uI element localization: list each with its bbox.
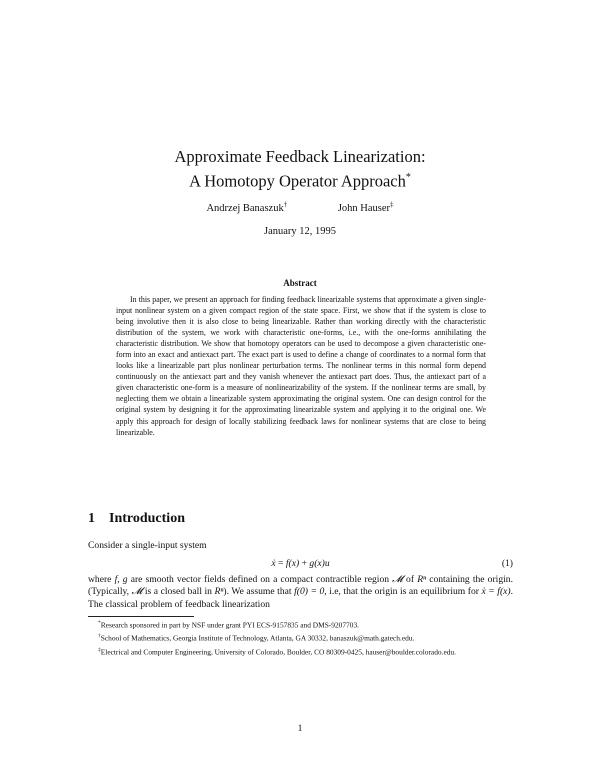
abstract-heading: Abstract (283, 278, 317, 288)
author-name-1: Andrzej Banaszuk (206, 202, 284, 214)
p2-seg-8: , i.e, that the origin is an equilibrium for (324, 586, 482, 598)
author-banaszuk (206, 200, 288, 214)
footnote-2-mark: † (98, 633, 101, 640)
eq-equals: = (278, 558, 284, 569)
footnote-1-text: Research sponsored in part by NSF under grant PYI ECS-9157835 and DMS-9207703. (100, 620, 359, 630)
intro-paragraph-1: Consider a single-input system (88, 540, 207, 551)
author-mark-2: ‡ (390, 200, 394, 208)
p2-eqn: ẋ = f(x) (481, 586, 511, 598)
p2-seg-7: ). We assume that (223, 586, 295, 598)
author-list (0, 200, 600, 214)
eq-g-term: g(x)u (309, 558, 330, 569)
footnote-3 (88, 645, 513, 658)
section-number: 1 (88, 511, 95, 526)
p2-seg-4: of (402, 574, 418, 585)
p2-rn-2: Rⁿ (214, 586, 224, 598)
footnote-2-text: School of Mathematics, Georgia Institute of Technology, Atlanta, GA 30332, banaszuk@math.gatech.edu. (100, 633, 415, 643)
eq-f-term: f(x) (285, 558, 300, 569)
p2-region-m-2: 𝓜 (131, 586, 143, 598)
equation-number: (1) (501, 558, 513, 569)
p2-region-m: 𝓜 (392, 574, 403, 585)
eq-lhs: ẋ (271, 558, 276, 569)
author-name-2: John Hauser (337, 202, 391, 214)
footnote-3-mark: ‡ (98, 646, 101, 653)
eq-plus: + (301, 558, 307, 569)
abstract-text: In this paper, we present an approach for finding feedback linearizable systems that approximate a given single-input nonlinear system on a given compact region of the state space. First, we show that if the system is close to being involutive then it is also close to being linearizable. Rather than working directly with the characteristic distribution of the system, we work with characteristic one-forms, i.e., with the one-forms annihilating the characteristic distribution. We show that homotopy operators can be used to decompose a given characteristic one-form into an exact and antiexact part. The exact part is used to define a change of coordinates to a normal form that looks like a linearizable part plus nonlinear perturbation terms. The nonlinear terms in this normal form depend continuously on the antiexact part and they vanish whenever the antiexact part does. Thus, the antiexact part of a given characteristic one-form is a measure of nonlinearizability of the system. If the nonlinear terms are small, by neglecting them we obtain a linearizable system approximating the original system. One can design control for the original system by designing it for the approximating linearizable system and applying it to the original one. We apply this approach for design of locally stabilizing feedback laws for nonlinear systems that are close to being linearizable. (116, 295, 486, 437)
section-title-text: Introduction (109, 511, 185, 526)
p2-seg-3: are smooth vector fields defined on a compact contractible region (127, 574, 393, 585)
footnotes (88, 618, 513, 658)
footnote-1-mark: * (98, 620, 101, 626)
footnote-3-text: Electrical and Computer Engineering, University of Colorado, Boulder, CO 80309-0425, hauser@boulder.colorado.edu. (100, 647, 456, 656)
p2-g: g (122, 574, 128, 585)
p2-f0: f(0) = 0 (294, 586, 325, 598)
footnote-divider (88, 616, 194, 617)
p2-f: f (114, 574, 118, 585)
p2-seg-1: where (88, 574, 115, 585)
author-mark-1: † (283, 200, 288, 208)
p2-seg-2: , (117, 574, 123, 585)
paper-date: January 12, 1995 (263, 226, 337, 237)
paper-title (0, 146, 600, 192)
title-line-1: Approximate Feedback Linearization: (174, 147, 426, 166)
intro-paragraph-2 (88, 574, 513, 611)
p2-seg-9: . The classical problem of feedback linearization (88, 586, 514, 610)
p2-rn: Rⁿ (417, 574, 427, 585)
title-line-2 (0, 167, 600, 192)
equation-expression (88, 558, 513, 569)
author-hauser (337, 200, 394, 214)
p2-seg-6: is a closed ball in (142, 586, 215, 598)
page-number: 1 (297, 723, 303, 734)
p2-seg-5: containing the origin. (Typically, (88, 574, 514, 598)
section-heading (88, 511, 185, 527)
title-footnote-mark: * (405, 172, 411, 183)
footnote-1 (88, 618, 513, 631)
footnote-2 (88, 631, 513, 644)
title-line-2-text: A Homotopy Operator Approach (189, 171, 406, 191)
